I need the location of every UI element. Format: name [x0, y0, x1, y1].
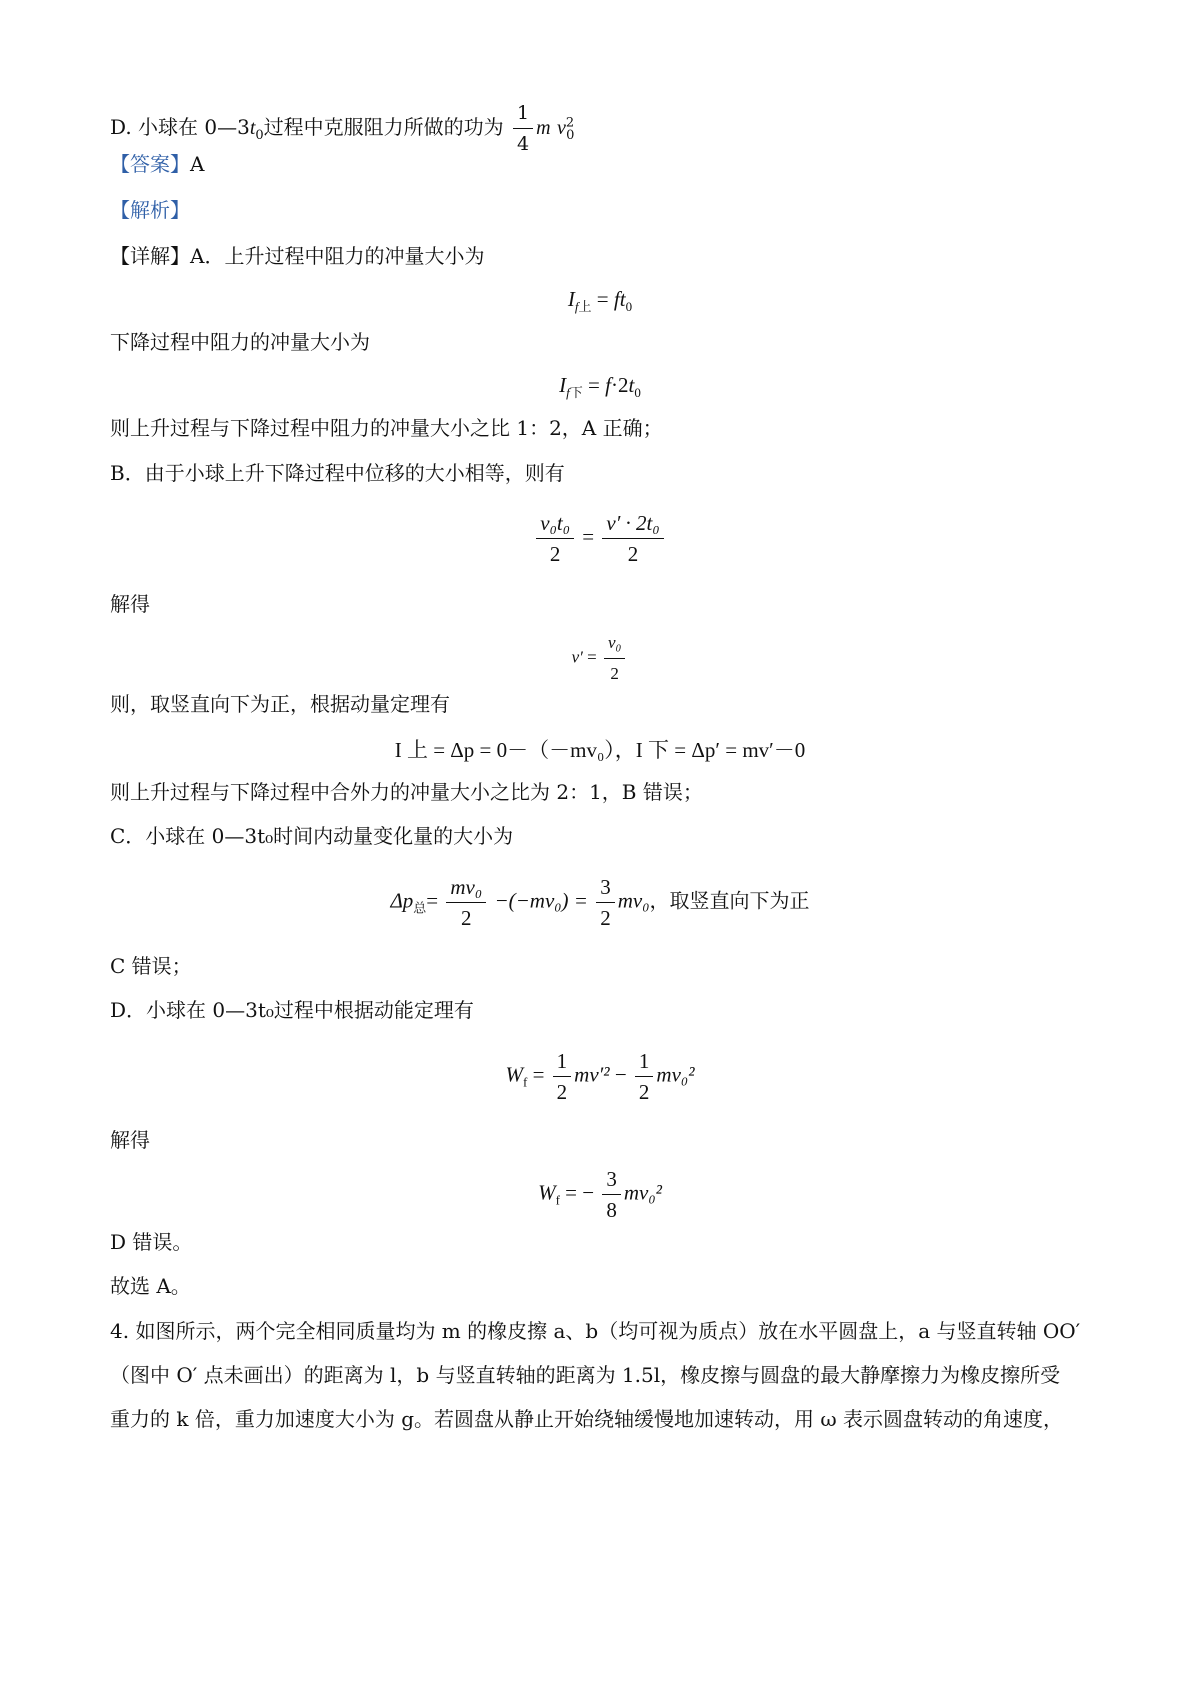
fraction-1-4: $\frac{1}{4}$	[513, 98, 533, 159]
option-d-prefix: D. 小球在 0—3	[110, 115, 250, 139]
answer-tag: 【答案】	[110, 152, 190, 176]
equation-momentum-change: $\Delta p_总=$ $\frac{\text{mv₀}}{2}$ −(−mv₀) = $\frac{3}{2}$ mv₀，取竖直向下为正	[0, 872, 1200, 933]
text-option-b: B．由于小球上升下降过程中位移的大小相等，则有	[110, 461, 565, 485]
text-line-down: 下降过程中阻力的冲量大小为	[110, 330, 370, 354]
text-option-c: C．小球在 0—3t₀时间内动量变化量的大小为	[110, 824, 514, 848]
text-choose-a: 故选 A。	[110, 1274, 191, 1298]
question-4-line-2: （图中 O′ 点未画出）的距离为 l，b 与竖直转轴的距离为 1.5l，橡皮擦与圆盘的最大静摩擦力为橡皮擦所受	[110, 1363, 1061, 1387]
equation-impulse-down: $I_{f下} = f\cdot 2t_0$	[559, 373, 641, 401]
equation-displacement: $\frac{\text{v₀t₀}}{2}$ = $\frac{\text{v′ · 2t₀}}{2}$	[0, 508, 1200, 569]
equation-velocity: v′ = $\frac{\text{v₀}}{2}$	[0, 628, 1200, 689]
text-d-wrong: D 错误。	[110, 1230, 193, 1254]
text-option-d: D．小球在 0—3t₀过程中根据动能定理有	[110, 998, 474, 1022]
option-d-middle: 过程中克服阻力所做的功为	[263, 115, 504, 139]
detail-line	[110, 242, 484, 270]
text-ratio-1: 则上升过程与下降过程中阻力的冲量大小之比 1：2，A 正确；	[110, 416, 663, 440]
detail-tag: 【详解】	[110, 244, 190, 268]
text-solve-2: 解得	[110, 1128, 150, 1152]
detail-text: A．上升过程中阻力的冲量大小为	[190, 244, 485, 268]
text-solve-1: 解得	[110, 592, 150, 616]
equation-work-energy: $W_f$ = $\frac{1}{2}$ mv′² − $\frac{1}{2}$ mv₀²	[0, 1046, 1200, 1107]
equation-impulse-up: $I_{f上} = ft_0$	[567, 287, 633, 315]
option-d-line: D. 小球在 $0—3t_0$过程中克服阻力所做的功为 $\frac{1}{4}$ m $v^2_0$	[110, 98, 574, 159]
text-ratio-2: 则上升过程与下降过程中合外力的冲量大小之比为 2：1，B 错误；	[110, 780, 703, 804]
text-c-wrong: C 错误；	[110, 954, 192, 978]
equation-momentum-theorem: I 上 = Δp = 0－（－mv₀），I 下 = Δp′ = mv′－0	[394, 738, 806, 762]
text-take-direction: 则，取竖直向下为正，根据动量定理有	[110, 692, 450, 716]
analysis-line	[110, 196, 190, 224]
question-4-line-1: 4. 如图所示，两个完全相同质量均为 m 的橡皮擦 a、b（均可视为质点）放在水平圆盘上，a 与竖直转轴 OO′	[110, 1319, 1081, 1343]
analysis-tag: 【解析】	[110, 198, 190, 222]
answer-line	[110, 150, 204, 178]
answer-value: A	[190, 152, 205, 176]
question-4-line-3: 重力的 k 倍，重力加速度大小为 g。若圆盘从静止开始绕轴缓慢地加速转动，用 ω 表示圆盘转动的角速度，	[110, 1407, 1064, 1431]
equation-work-result: $W_f$ = − $\frac{3}{8}$ mv₀²	[0, 1164, 1200, 1225]
